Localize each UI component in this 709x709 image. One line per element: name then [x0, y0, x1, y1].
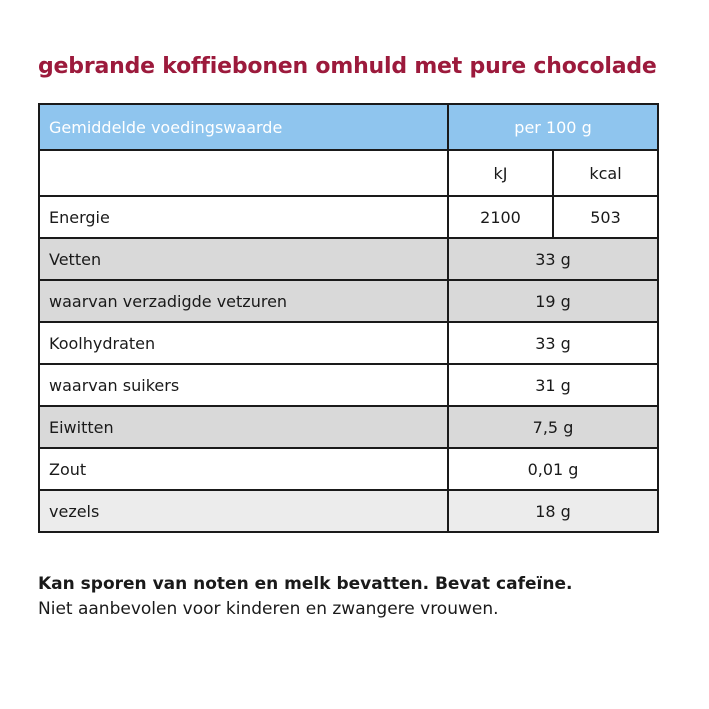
product-title: gebrande koffiebonen omhuld met pure chocolade	[38, 54, 657, 79]
unit-kcal: kcal	[553, 150, 658, 196]
allergen-warning: Kan sporen van noten en melk bevatten. Bevat cafeïne.	[38, 574, 573, 594]
table-row-carbohydrates	[39, 322, 658, 364]
row-value: 33 g	[448, 322, 658, 364]
table-row-protein	[39, 406, 658, 448]
energy-kj: 2100	[448, 196, 553, 238]
row-value: 33 g	[448, 238, 658, 280]
row-label: Koolhydraten	[39, 322, 448, 364]
row-value: 19 g	[448, 280, 658, 322]
table-header-row	[39, 104, 658, 150]
energy-kcal: 503	[553, 196, 658, 238]
row-value: 18 g	[448, 490, 658, 532]
energy-row	[39, 196, 658, 238]
unit-kj: kJ	[448, 150, 553, 196]
nutrition-table	[38, 103, 659, 533]
units-row	[39, 150, 658, 196]
consumption-advice: Niet aanbevolen voor kinderen en zwangere vrouwen.	[38, 599, 499, 619]
row-label: Vetten	[39, 238, 448, 280]
footer-notes	[38, 572, 572, 622]
row-value: 31 g	[448, 364, 658, 406]
table-row-saturated-fat	[39, 280, 658, 322]
header-label: Gemiddelde voedingswaarde	[39, 104, 448, 150]
row-value: 0,01 g	[448, 448, 658, 490]
table-row-fiber	[39, 490, 658, 532]
row-label: Zout	[39, 448, 448, 490]
row-label: Eiwitten	[39, 406, 448, 448]
row-value: 7,5 g	[448, 406, 658, 448]
table-row-sugars	[39, 364, 658, 406]
units-empty-cell	[39, 150, 448, 196]
row-label: vezels	[39, 490, 448, 532]
energy-label: Energie	[39, 196, 448, 238]
table-row-salt	[39, 448, 658, 490]
header-per-100g: per 100 g	[448, 104, 658, 150]
row-label: waarvan verzadigde vetzuren	[39, 280, 448, 322]
table-row-fat	[39, 238, 658, 280]
row-label: waarvan suikers	[39, 364, 448, 406]
